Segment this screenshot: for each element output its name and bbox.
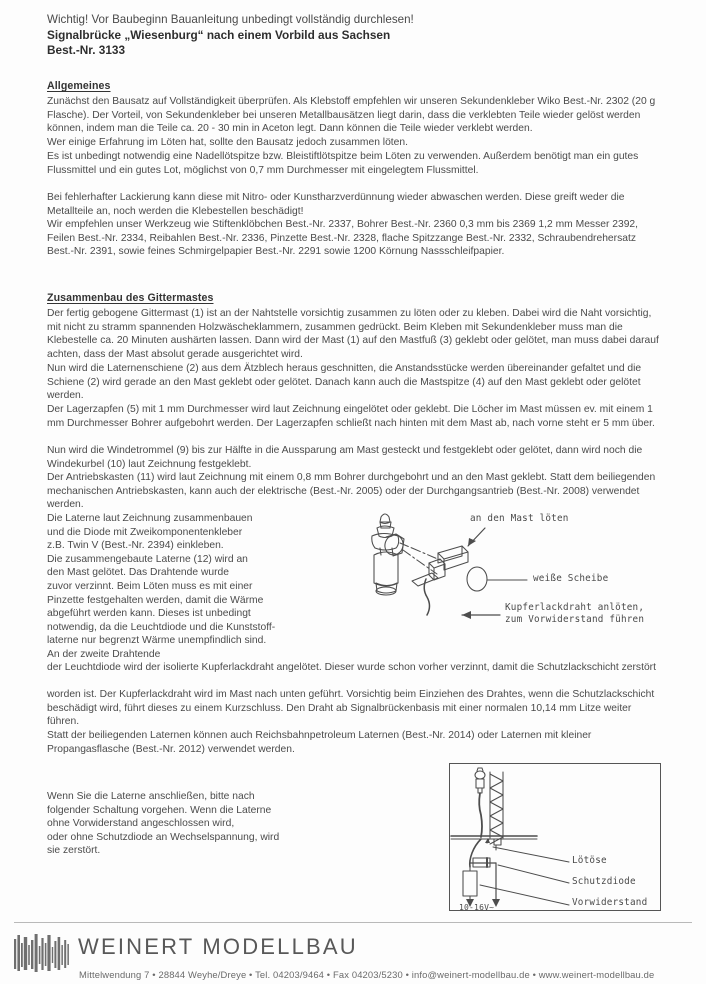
paragraph-laterne-wide-2: worden ist. Der Kupferlackdraht wird im Mast nach unten geführt. Vorsichtig beim Einziehen des Drahtes, wenn die Schutzlackschicht beschädigt wird, führt dieses zu einem Kurzschluss. Den Draht ab Signalbrückenbasis mit einer normalen 10,14 mm Litze weiter führen. <box>47 689 655 728</box>
laterne-narrow-line-9: notwendig, da die Leuchtdiode und die Kunststoff- <box>47 621 276 633</box>
paragraph-gittermast-5: Der Antriebskasten (11) wird laut Zeichnung mit einem 0,8 mm Bohrer durchgebohrt und an den Mast geklebt. Statt dem beiliegenden mechanischen Antriebskasten, kann auch der elektrische (Best.-Nr. 2005) oder der Durchgangsantrieb (Best.-Nr. 2008) verwendet werden. <box>47 472 656 511</box>
laterne-narrow-line-4: Die zusammengebaute Laterne (12) wird an <box>47 553 248 565</box>
header-warning: Wichtig! Vor Baubeginn Bauanleitung unbedingt vollständig durchlesen! <box>47 13 414 26</box>
paragraph-laterne-narrow <box>47 512 347 662</box>
figure-border <box>449 763 661 911</box>
brand-name: WEINERT MODELLBAU <box>78 934 358 959</box>
laterne-narrow-line-2: und die Diode mit Zweikomponentenkleber <box>47 526 243 538</box>
paragraph-allgemeines-5: Wir empfehlen unser Werkzeug wie Stiftenklöbchen Best.-Nr. 2337, Bohrer Best.-Nr. 2360 0,3 mm bis 2369 1,2 mm Messer 2392, Feilen Best.-Nr. 2334, Reibahlen Best.-Nr. 2336, Pinzette Best.-Nr. 2328, flache Spitzzange Best.-Nr. 2332, Schraubendrehersatz Best.-Nr. 2391, sowie feines Schmirgelpapier Best.-Nr. 2291 sowie 1200 Körnung Nassschleifpapier. <box>47 219 639 258</box>
figure-wiring-diagram <box>449 763 661 911</box>
header-title: Signalbrücke „Wiesenburg“ nach einem Vorbild aus Sachsen <box>47 27 391 42</box>
footer-contact: Mittelwendung 7 • 28844 Weyhe/Dreye • Tel. 04203/9464 • Fax 04203/5230 • info@weinert-modellbau.de • www.weinert-modellbau.de <box>79 969 655 980</box>
paragraph-gittermast-2: Nun wird die Laternenschiene (2) aus dem Ätzblech heraus geschnitten, die Anstandsstücke werden übereinander gefaltet und die Schiene (2) wird gerade an den Mast geklebt oder gelötet. Danach kann auch die Mastspitze (4) auf den Mast geklebt oder gelötet werden. <box>47 363 642 402</box>
laterne-narrow-line-1: Die Laterne laut Zeichnung zusammenbauen <box>47 513 253 524</box>
paragraph-anschluss <box>47 790 357 858</box>
figure-lantern-assembly <box>350 503 662 625</box>
paragraph-allgemeines-1: Zunächst den Bausatz auf Vollständigkeit überprüfen. Als Klebstoff empfehlen wir unseren Sekundenkleber Wiko Best.-Nr. 2302 (20 g Flasche). Der Vorteil, von Sekundenkleber bei unseren Metallbausätzen liegt darin, dass die verklebten Teile wieder gelöst werden können, indem man die Teile ca. 20 - 30 min in Aceton legt. Dann können die Teile wieder verklebt werden. <box>47 96 656 135</box>
paragraph-allgemeines-3: Es ist unbedingt notwendig eine Nadellötspitze bzw. Bleistiftlötspitze beim Löten zu verwenden. Außerdem benötigt man ein gutes Flussmittel und ein gutes Lot, möglichst von 0,7 mm Durchmesser mit eingelegtem Flussmittel. <box>47 151 639 176</box>
paragraph-laterne-wide-1: der Leuchtdiode wird der isolierte Kupferlackdraht angelötet. Dieser wurde schon vorher verzinnt, damit die Schutzlackschicht zerstört <box>47 662 656 673</box>
circuit-label-loetoese: Lötöse <box>572 855 607 866</box>
anschluss-line-4: oder ohne Schutzdiode an Wechselspannung, wird <box>47 831 280 843</box>
document-header <box>47 12 662 59</box>
laterne-narrow-line-8: abgeführt werden kann. Dieses ist unbedingt <box>47 608 251 620</box>
circuit-label-voltage: 10-16V~ <box>459 903 495 912</box>
lantern-label-disc: weiße Scheibe <box>533 573 609 584</box>
laterne-narrow-line-7: Pinzette festgehalten werden, damit die Wärme <box>47 594 264 606</box>
laterne-narrow-line-5: den Mast gelötet. Das Drahtende wurde <box>47 567 230 579</box>
laterne-narrow-line-10: laterne nur begrenzt Wärme unempfindlich sind. <box>47 635 267 647</box>
paragraph-gittermast-1: Der fertig gebogene Gittermast (1) ist an der Nahtstelle vorsichtig zusammen zu löten oder zu kleben. Dabei wird die Naht vorsichtig, mit nicht zu stramm spannenden Holzwäscheklammern, zusammen gedrückt. Beim Kleben mit Sekundenkleber muss man die Klebestelle ca. 20 Minuten aushärten lassen. Dann wird der Mast (1) auf den Mastfuß (3) geklebt oder gelötet, man muss dabei darauf achten, dass der Mast absolut gerade ausgerichtet wird. <box>47 308 659 360</box>
header-order-number: Best.-Nr. 3133 <box>47 43 126 57</box>
paragraph-allgemeines-2: Wer einige Erfahrung im Löten hat, sollte den Bausatz jedoch zusammen löten. <box>47 137 408 148</box>
paragraph-gittermast-3: Der Lagerzapfen (5) mit 1 mm Durchmesser wird laut Zeichnung eingelötet oder geklebt. Die Löcher im Mast müssen ev. mit einem 1 mm Durchmesser Bohrer aufgebohrt werden. Der Lagerzapfen schließt nach hinten mit dem Mast ab, nach vorne steht er 5 mm über. <box>47 404 655 429</box>
anschluss-line-3: ohne Vorwiderstand angeschlossen wird, <box>47 818 235 830</box>
lantern-label-wire-line2: zum Vorwiderstand führen <box>505 614 645 625</box>
circuit-label-vorwiderstand: Vorwiderstand <box>572 897 648 908</box>
paragraph-gittermast-4: Nun wird die Windetrommel (9) bis zur Hälfte in die Aussparung am Mast gesteckt und festgeklebt oder gelötet, dann wird noch die Windekurbel (10) laut Zeichnung festgeklebt. <box>47 445 643 470</box>
paragraph-laterne-wide-3: Statt der beiliegenden Laternen können auch Reichsbahnpetroleum Laternen (Best.-Nr. 2014) oder Laternen mit kleiner Propangasflasche (Best.-Nr. 2012) verwendet werden. <box>47 730 592 755</box>
laterne-narrow-line-11: An der zweite Drahtende <box>47 648 161 660</box>
lantern-label-mast: an den Mast löten <box>470 513 569 524</box>
paragraph-allgemeines-4: Bei fehlerhafter Lackierung kann diese mit Nitro- oder Kunstharzverdünnung wieder abwaschen werden. Diese greift weder die Metallteile an, noch werden die Klebestellen beschädigt! <box>47 192 625 217</box>
weinert-logo-icon <box>14 933 70 973</box>
footer-divider <box>14 922 692 923</box>
anschluss-line-2: folgender Schaltung vorgehen. Wenn die Laterne <box>47 804 272 816</box>
anschluss-line-5: sie zerstört. <box>47 845 101 857</box>
document-footer <box>0 922 706 984</box>
section-heading-allgemeines: Allgemeines <box>47 80 111 92</box>
laterne-narrow-line-3: z.B. Twin V (Best.-Nr. 2394) einkleben. <box>47 540 224 552</box>
laterne-narrow-line-6: zuvor verzinnt. Beim Löten muss es mit einer <box>47 580 253 592</box>
section-heading-gittermast: Zusammenbau des Gittermastes <box>47 292 214 304</box>
circuit-label-schutzdiode: Schutzdiode <box>572 876 636 887</box>
anschluss-line-1: Wenn Sie die Laterne anschließen, bitte nach <box>47 791 255 802</box>
lantern-label-wire-line1: Kupferlackdraht anlöten, <box>505 602 645 613</box>
logo-bars <box>14 933 70 973</box>
